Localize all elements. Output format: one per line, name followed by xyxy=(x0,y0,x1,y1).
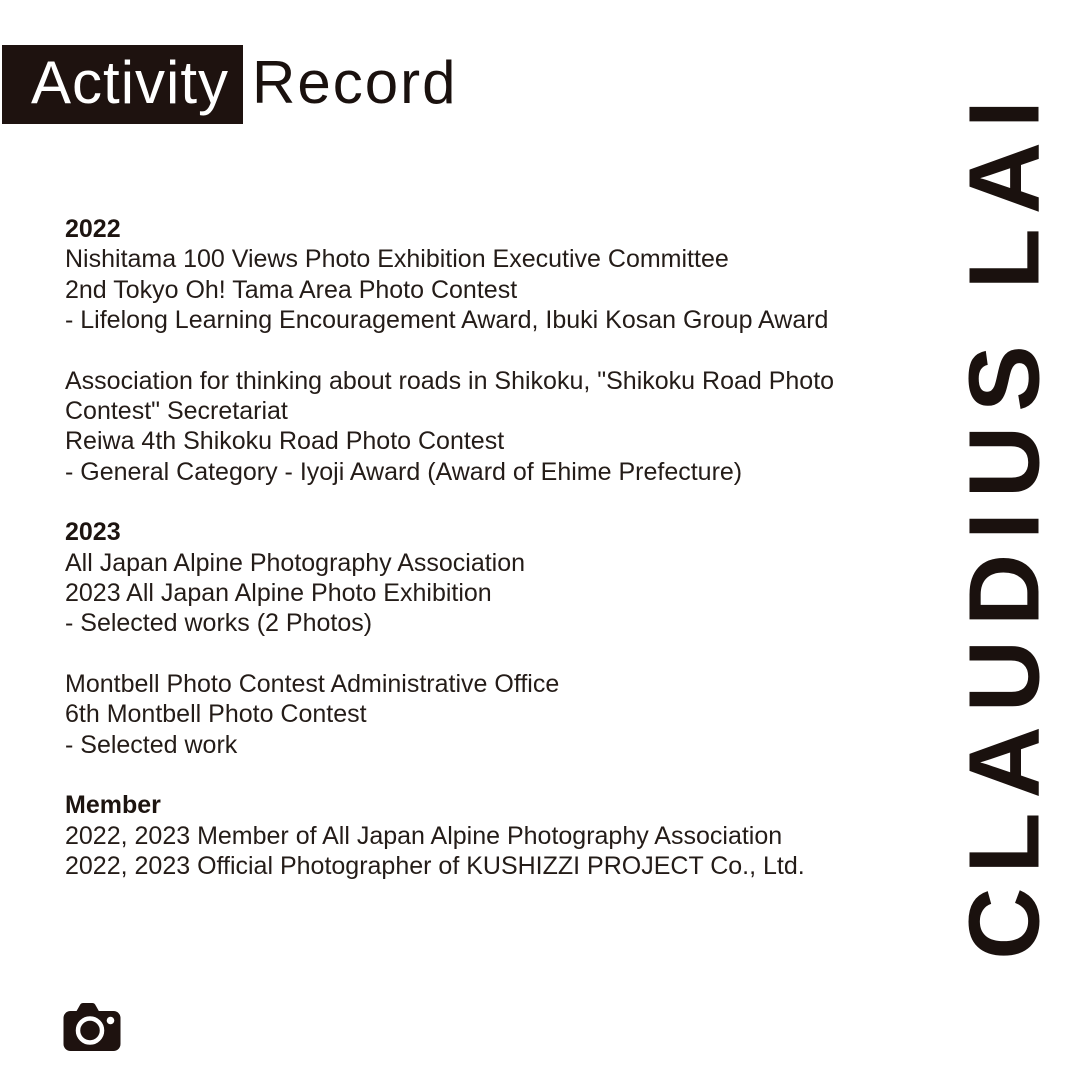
page-title-highlight: Activity xyxy=(2,45,243,124)
record-section-shikoku xyxy=(65,366,905,488)
record-section-member xyxy=(65,790,905,881)
record-line: Montbell Photo Contest Administrative Office xyxy=(65,669,560,698)
record-line: 2023 All Japan Alpine Photo Exhibition xyxy=(65,579,492,608)
record-line: - General Category - Iyoji Award (Award of Ehime Prefecture) xyxy=(65,457,743,486)
section-title-2022: 2022 xyxy=(65,215,121,243)
record-line: Contest" Secretariat xyxy=(65,397,288,426)
photographer-name: CLAUDIUS LAI xyxy=(948,86,1061,960)
record-line: All Japan Alpine Photography Association xyxy=(65,548,526,577)
record-line: Reiwa 4th Shikoku Road Photo Contest xyxy=(65,427,505,456)
page-title xyxy=(2,45,457,124)
record-section-2022 xyxy=(65,214,905,336)
page-title-rest: Record xyxy=(252,49,458,116)
record-line: Association for thinking about roads in Shikoku, "Shikoku Road Photo xyxy=(65,366,835,395)
section-title-2023: 2023 xyxy=(65,518,121,547)
record-line: - Selected work xyxy=(65,730,238,759)
record-line: 2022, 2023 Member of All Japan Alpine Photography Association xyxy=(65,821,783,850)
record-line: - Lifelong Learning Encouragement Award, Ibuki Kosan Group Award xyxy=(65,306,829,335)
camera-icon xyxy=(63,1002,121,1052)
section-title-member: Member xyxy=(65,791,161,820)
record-line: 2nd Tokyo Oh! Tama Area Photo Contest xyxy=(65,275,518,304)
record-line: 6th Montbell Photo Contest xyxy=(65,700,367,729)
record-line: 2022, 2023 Official Photographer of KUSHIZZI PROJECT Co., Ltd. xyxy=(65,851,805,880)
record-list xyxy=(65,214,905,911)
record-line: - Selected works (2 Photos) xyxy=(65,609,373,638)
record-line: Nishitama 100 Views Photo Exhibition Executive Committee xyxy=(65,245,729,274)
record-section-montbell xyxy=(65,669,905,760)
record-section-2023 xyxy=(65,517,905,639)
